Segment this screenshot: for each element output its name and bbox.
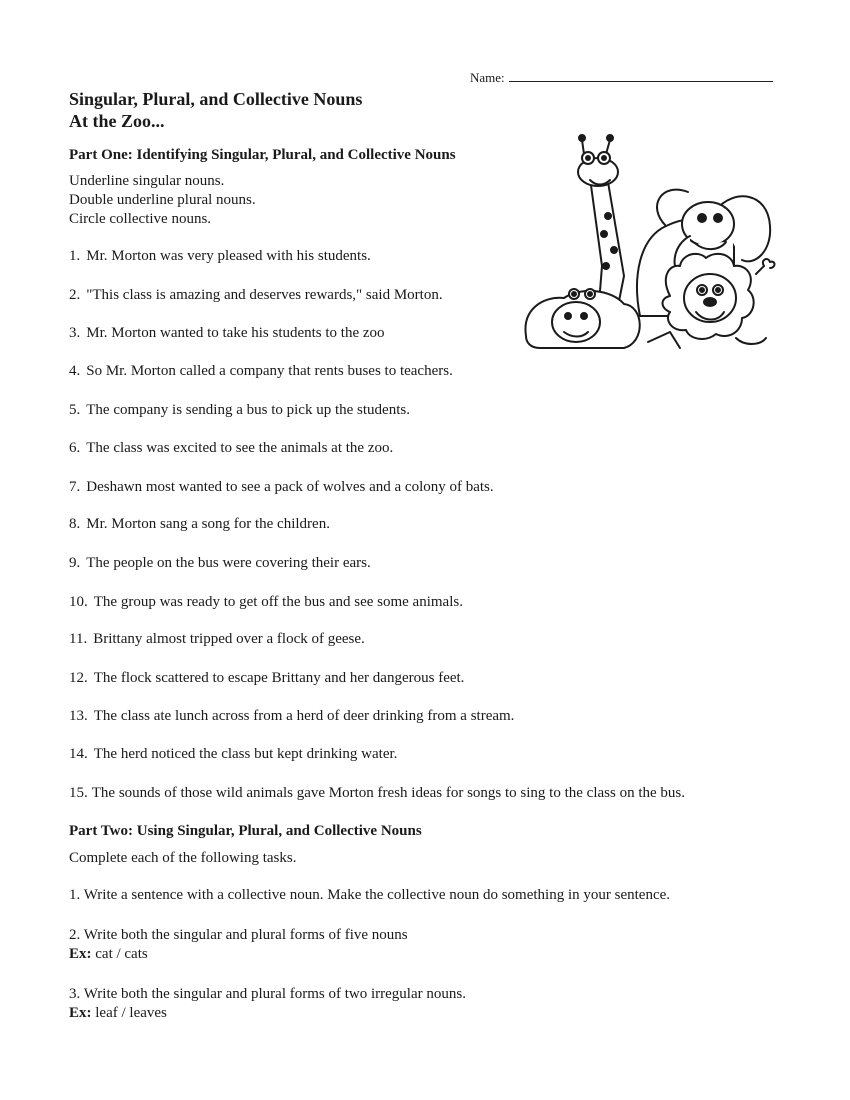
question-number: 6. [69,440,81,456]
question-text: Brittany almost tripped over a flock of geese. [93,631,365,647]
instruction-collective: Circle collective nouns. [69,211,212,227]
question-text: Mr. Morton sang a song for the children. [86,516,330,532]
question-text: So Mr. Morton called a company that rents buses to teachers. [86,363,453,379]
question-3 [69,325,385,342]
part-one-heading: Part One: Identifying Singular, Plural, and Collective Nouns [69,147,456,163]
instruction-plural: Double underline plural nouns. [69,192,256,208]
question-number: 5. [69,402,81,418]
question-5 [69,402,410,419]
task-2: 2. Write both the singular and plural forms of five nouns [69,927,408,943]
giraffe-icon [578,135,624,316]
question-number: 8. [69,516,81,532]
hippo-icon [525,289,639,348]
task-2-example [69,945,148,964]
task-3: 3. Write both the singular and plural forms of two irregular nouns. [69,986,466,1002]
task-1: 1. Write a sentence with a collective noun. Make the collective noun do something in your sentence. [69,887,671,903]
question-number: 9. [69,555,81,571]
question-number: 7. [69,479,81,495]
example-text: cat / cats [95,946,148,962]
part-two-heading: Part Two: Using Singular, Plural, and Collective Nouns [69,823,422,839]
question-text: Mr. Morton wanted to take his students to the zoo [86,325,385,341]
question-9 [69,555,371,572]
question-text: The group was ready to get off the bus and see some animals. [93,594,463,610]
question-text: The company is sending a bus to pick up the students. [86,402,410,418]
question-text: The herd noticed the class but kept drinking water. [93,746,398,762]
question-number: 3. [69,325,81,341]
question-4 [69,363,453,380]
question-number: 4. [69,363,81,379]
question-text: The people on the bus were covering their ears. [86,555,371,571]
example-label: Ex: [69,1005,92,1021]
instruction-singular: Underline singular nouns. [69,173,225,189]
task-3-example [69,1004,167,1023]
name-blank-line[interactable] [509,70,773,82]
example-label: Ex: [69,946,92,962]
question-text: The class ate lunch across from a herd of deer drinking from a stream. [93,708,515,724]
question-2 [69,287,443,304]
question-6 [69,440,393,457]
example-text: leaf / leaves [95,1005,167,1021]
question-text: The sounds of those wild animals gave Morton fresh ideas for songs to sing to the class on the bus. [91,785,685,801]
question-1 [69,248,371,265]
question-12 [69,670,464,687]
question-number: 14. [69,746,88,762]
question-number: 13. [69,708,88,724]
question-text: "This class is amazing and deserves rewards," said Morton. [86,287,443,303]
worksheet-subtitle: At the Zoo... [69,111,165,131]
name-field[interactable] [470,70,773,86]
question-number: 15. [69,785,88,801]
question-number: 1. [69,248,81,264]
question-number: 2. [69,287,81,303]
question-number: 11. [69,631,88,647]
question-number: 12. [69,670,88,686]
name-label: Name: [470,70,505,85]
question-number: 10. [69,594,88,610]
question-10 [69,594,463,611]
question-7 [69,479,494,496]
question-14 [69,746,397,763]
worksheet-title: Singular, Plural, and Collective Nouns [69,89,363,109]
question-13 [69,708,514,725]
question-text: Mr. Morton was very pleased with his students. [86,248,371,264]
question-11 [69,631,365,648]
part-two-intro: Complete each of the following tasks. [69,850,297,866]
question-8 [69,516,330,533]
question-text: The class was excited to see the animals at the zoo. [86,440,394,456]
question-text: The flock scattered to escape Brittany and her dangerous feet. [93,670,465,686]
zoo-animals-icon [520,126,782,358]
question-15 [69,785,685,802]
question-text: Deshawn most wanted to see a pack of wolves and a colony of bats. [86,479,494,495]
